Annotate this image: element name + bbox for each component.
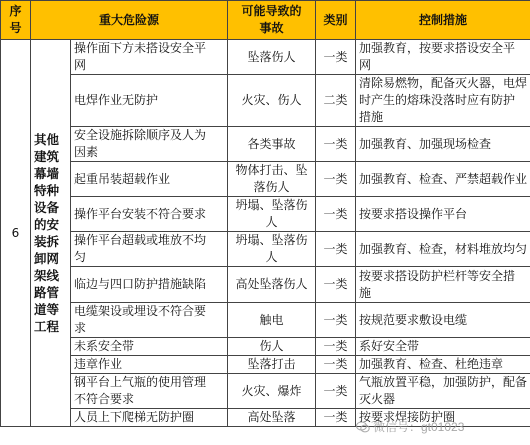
hazard-cell: 违章作业 <box>71 356 228 374</box>
accident-cell: 火灾、伤人 <box>228 75 316 127</box>
table-header-row <box>1 1 530 40</box>
hazard-cell: 起重吊装超载作业 <box>71 162 228 197</box>
measures-cell: 按要求搭设防护栏杆等安全措 施 <box>356 267 530 303</box>
accident-cell: 坍塌、坠落伤 人 <box>228 197 316 232</box>
table-row <box>1 127 530 162</box>
sequence-number: 6 <box>1 40 31 427</box>
category-cell: 一类 <box>316 197 356 232</box>
accident-cell: 伤人 <box>228 338 316 356</box>
measures-cell: 按要求焊接防护圈 <box>356 409 530 427</box>
table-row <box>1 232 530 267</box>
measures-cell: 按规范要求敷设电缆 <box>356 303 530 338</box>
table-row <box>1 356 530 374</box>
category-cell: 一类 <box>316 356 356 374</box>
header-category: 类别 <box>316 1 356 40</box>
accident-cell: 火灾、爆炸 <box>228 374 316 409</box>
header-accident: 可能导致的 事故 <box>228 1 316 40</box>
accident-cell: 各类事故 <box>228 127 316 162</box>
hazard-cell: 临边与四口防护措施缺陷 <box>71 267 228 303</box>
header-seq: 序 号 <box>1 1 31 40</box>
hazard-cell: 安全设施拆除顺序及人为 因素 <box>71 127 228 162</box>
measures-cell: 加强教育、检查、严禁超载作业 <box>356 162 530 197</box>
hazard-cell: 操作平台安装不符合要求 <box>71 197 228 232</box>
measures-cell: 气瓶放置平稳，加强防护，配备 灭火器 <box>356 374 530 409</box>
table-row <box>1 267 530 303</box>
hazard-cell: 操作面下方未搭设安全平 网 <box>71 40 228 75</box>
accident-cell: 高处坠落伤人 <box>228 267 316 303</box>
measures-cell: 按要求搭设操作平台 <box>356 197 530 232</box>
accident-cell: 坠落伤人 <box>228 40 316 75</box>
table-row <box>1 338 530 356</box>
wechat-icon <box>356 421 370 433</box>
watermark <box>356 418 464 435</box>
category-cell: 一类 <box>316 338 356 356</box>
category-cell: 一类 <box>316 267 356 303</box>
measures-cell: 加强教育、检查，材料堆放均匀 <box>356 232 530 267</box>
hazard-cell: 钢平台上气瓶的使用管理 不符合要求 <box>71 374 228 409</box>
table-row <box>1 197 530 232</box>
category-cell: 一类 <box>316 40 356 75</box>
accident-cell: 坠落打击 <box>228 356 316 374</box>
category-cell: 一类 <box>316 409 356 427</box>
hazard-cell: 人员上下爬梯无防护圈 <box>71 409 228 427</box>
category-cell: 一类 <box>316 127 356 162</box>
hazard-cell: 电焊作业无防护 <box>71 75 228 127</box>
table-row <box>1 40 530 75</box>
accident-cell: 坍塌、坠落伤 人 <box>228 232 316 267</box>
category-cell: 一类 <box>316 162 356 197</box>
table-row <box>1 162 530 197</box>
hazard-cell: 未系安全带 <box>71 338 228 356</box>
measures-cell: 加强教育、检查、杜绝违章 <box>356 356 530 374</box>
accident-cell: 高处坠落 <box>228 409 316 427</box>
accident-cell: 触电 <box>228 303 316 338</box>
measures-cell: 加强教育，按要求搭设安全平 网 <box>356 40 530 75</box>
category-cell: 一类 <box>316 232 356 267</box>
watermark-text: 微信号：gt01023 <box>373 420 465 434</box>
accident-cell: 物体打击、坠 落伤人 <box>228 162 316 197</box>
table-row <box>1 374 530 409</box>
table-row <box>1 75 530 127</box>
category-cell: 一类 <box>316 374 356 409</box>
measures-cell: 加强教育、加强现场检查 <box>356 127 530 162</box>
measures-cell: 清除易燃物，配备灭火器，电焊 时产生的熔珠没落时应有防护 措施 <box>356 75 530 127</box>
header-hazard: 重大危险源 <box>31 1 228 40</box>
hazard-cell: 操作平台超载或堆放不均 匀 <box>71 232 228 267</box>
table-row <box>1 303 530 338</box>
category-cell: 二类 <box>316 75 356 127</box>
header-measures: 控制措施 <box>356 1 530 40</box>
category-cell: 一类 <box>316 303 356 338</box>
work-category: 其他 建筑 幕墙 特种 设备 的安 装拆 卸网 架线 路管 道等 工程 <box>31 40 71 427</box>
hazard-cell: 电缆架设或埋设不符合要 求 <box>71 303 228 338</box>
measures-cell: 系好安全带 <box>356 338 530 356</box>
